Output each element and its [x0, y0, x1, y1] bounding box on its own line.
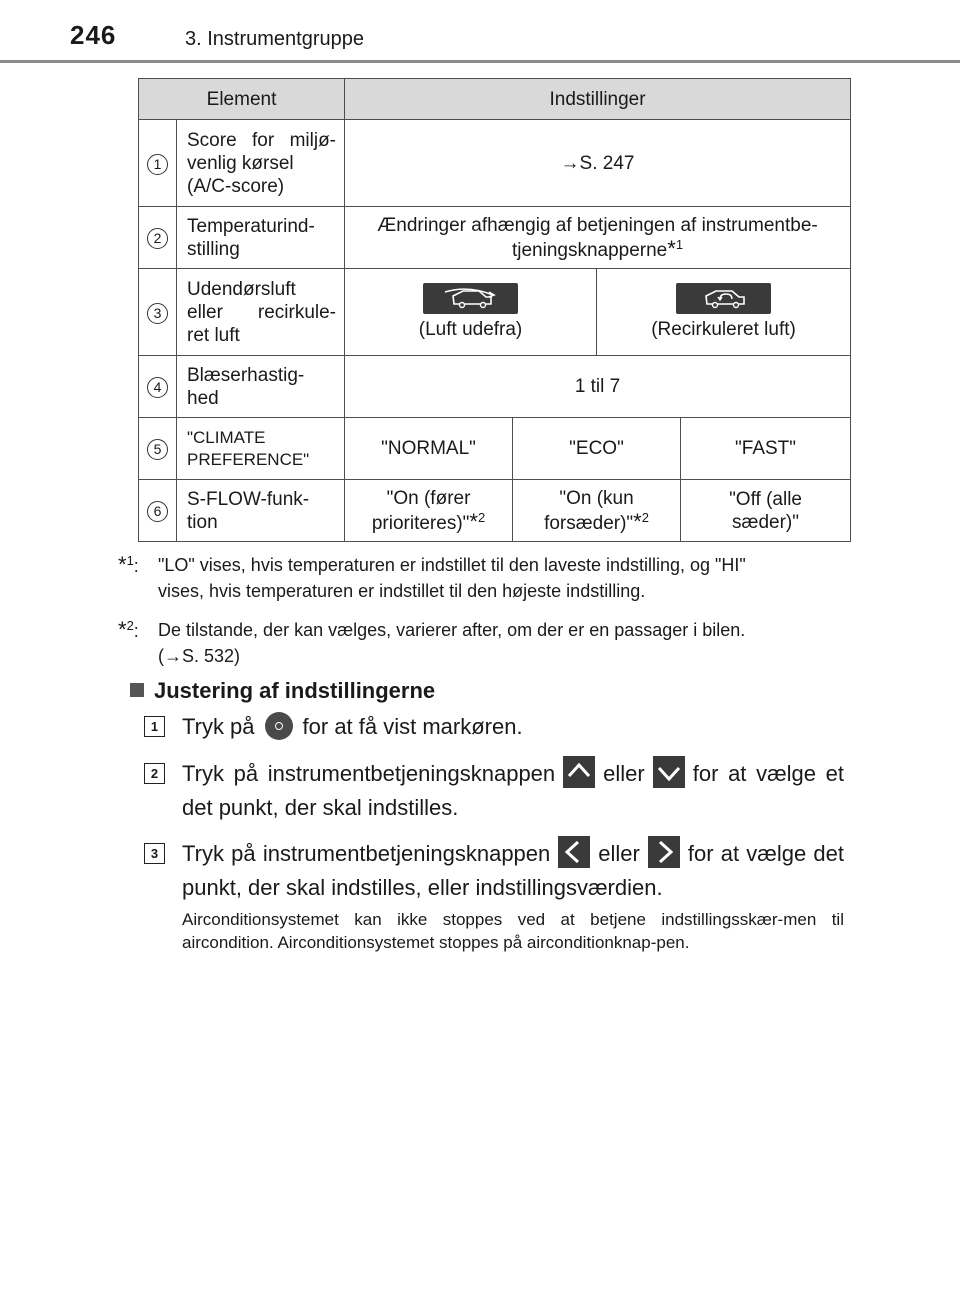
row-number-cell [139, 207, 177, 269]
table-row [139, 120, 851, 207]
table-row [139, 418, 851, 480]
option-line: "Off (alle [729, 488, 802, 510]
footnote-ref: 2 [641, 509, 649, 525]
setting-line: Ændringer afhængig af betjeningen af instrumentbe- [377, 214, 818, 236]
note-paragraph: Airconditionsystemet kan ikke stoppes ved at betjene indstillingsskær-men til aircondition. Airconditionsystemet stoppes på airconditionknap-pen. [182, 910, 844, 952]
setting-cell [345, 207, 851, 269]
element-line: PREFERENCE" [187, 449, 310, 469]
table-header-row [139, 79, 851, 120]
chevron-up-icon [563, 756, 595, 788]
row-number-badge: 2 [147, 228, 168, 249]
setting-option-cell [681, 480, 851, 542]
step-item [144, 710, 844, 744]
row-number-cell [139, 480, 177, 542]
row-number-badge: 3 [147, 303, 168, 324]
column-header-settings: Indstillinger [345, 79, 851, 120]
page-reference: →S. 247 [560, 152, 635, 174]
step-number: 2 [144, 763, 165, 784]
row-number-badge: 5 [147, 439, 168, 460]
page-number: 246 [70, 20, 117, 50]
element-cell [177, 269, 345, 356]
step-number: 1 [144, 716, 165, 737]
fan-speed-range: 1 til 7 [574, 376, 621, 397]
setting-option-cell [597, 269, 851, 356]
header-divider [0, 60, 960, 63]
footnote-mark: * [469, 508, 478, 534]
element-line: ret luft [187, 324, 240, 346]
option-label: (Luft udefra) [418, 319, 523, 340]
table-row [139, 207, 851, 269]
setting-option-cell [513, 480, 681, 542]
element-line: stilling [187, 238, 240, 260]
setting-option-cell [345, 269, 597, 356]
footnote-line: (→S. 532) [158, 646, 241, 666]
step-item [144, 837, 844, 905]
footnote [118, 552, 852, 604]
element-line: Blæserhastig- [187, 364, 305, 386]
element-line: Score for miljø- [187, 129, 337, 151]
row-number-cell [139, 120, 177, 207]
element-cell [177, 120, 345, 207]
step-text: Tryk på for at få vist markøren. [182, 714, 523, 739]
element-line: tion [187, 511, 218, 533]
element-line: eller recirkule- [187, 301, 337, 323]
table-row [139, 356, 851, 418]
footnote-ref: 2 [477, 509, 486, 525]
footnote-mark: * [667, 235, 676, 261]
step-item [144, 757, 844, 825]
step-number: 3 [144, 843, 165, 864]
option-line: "On (fører [386, 487, 471, 509]
table-row [139, 480, 851, 542]
option-line: "On (kun [559, 487, 634, 509]
element-line: Temperaturind- [187, 215, 315, 237]
element-line: (A/C-score) [187, 175, 285, 197]
element-line: Udendørsluft [187, 278, 296, 300]
chevron-right-icon [648, 836, 680, 868]
row-number-badge: 6 [147, 501, 168, 522]
step-text: Tryk på instrumentbetjeningsknappen eller for at vælge et det punkt, der skal indstilles. [182, 757, 844, 825]
footnote-ref: 1 [675, 236, 684, 252]
element-line: "CLIMATE [187, 427, 266, 447]
circle-select-icon [265, 712, 293, 740]
chapter-title: 3. Instrumentgruppe [185, 28, 364, 50]
setting-cell [345, 356, 851, 418]
element-cell [177, 207, 345, 269]
footnote-line: De tilstande, der kan vælges, varierer after, om der er en passager i bilen. [158, 620, 746, 640]
recirculate-air-icon [676, 283, 771, 314]
option-line: prioriteres)"*$^2$ [371, 508, 486, 534]
step-text: Tryk på instrumentbetjeningsknappen eller for at vælge det punkt, der skal indstilles, eller indstillingsværdien. [182, 837, 844, 905]
element-cell [177, 356, 345, 418]
footnote-line: "LO" vises, hvis temperaturen er indstillet til den laveste indstilling, og "HI" [158, 555, 746, 575]
row-number-badge: 4 [147, 377, 168, 398]
row-number-badge: 1 [147, 154, 168, 175]
footnote [118, 617, 852, 669]
element-line: venlig kørsel [187, 152, 294, 174]
footnote-marker: *$^2$: [118, 617, 139, 642]
chevron-left-icon [558, 836, 590, 868]
square-bullet-icon [130, 683, 144, 697]
row-number-cell [139, 269, 177, 356]
option-line: forsæder)"*$^2$ [544, 508, 649, 534]
chevron-down-icon [653, 756, 685, 788]
setting-option-cell [345, 480, 513, 542]
setting-option-cell: "NORMAL" [345, 418, 513, 480]
row-number-cell [139, 418, 177, 480]
footnote-mark: * [633, 508, 642, 534]
option-label: (Recirkuleret luft) [651, 319, 796, 340]
row-number-cell [139, 356, 177, 418]
element-cell [177, 418, 345, 480]
option-line: sæder)" [732, 511, 799, 533]
footnote-marker: *$^1$: [118, 552, 139, 577]
outside-air-icon [423, 283, 518, 314]
setting-option-cell: "ECO" [513, 418, 681, 480]
element-cell [177, 480, 345, 542]
section-heading: Justering af indstillingerne [130, 678, 435, 704]
column-header-element: Element [139, 79, 345, 120]
footnote-line: vises, hvis temperaturen er indstillet til den højeste indstilling. [158, 581, 646, 601]
setting-line: tjeningsknapperne*$^1$ [511, 235, 684, 261]
page-header [0, 0, 960, 70]
settings-table [138, 78, 851, 542]
table-row [139, 269, 851, 356]
setting-option-cell: "FAST" [681, 418, 851, 480]
element-line: hed [187, 387, 219, 409]
element-line: S-FLOW-funk- [187, 488, 310, 510]
setting-cell [345, 120, 851, 207]
